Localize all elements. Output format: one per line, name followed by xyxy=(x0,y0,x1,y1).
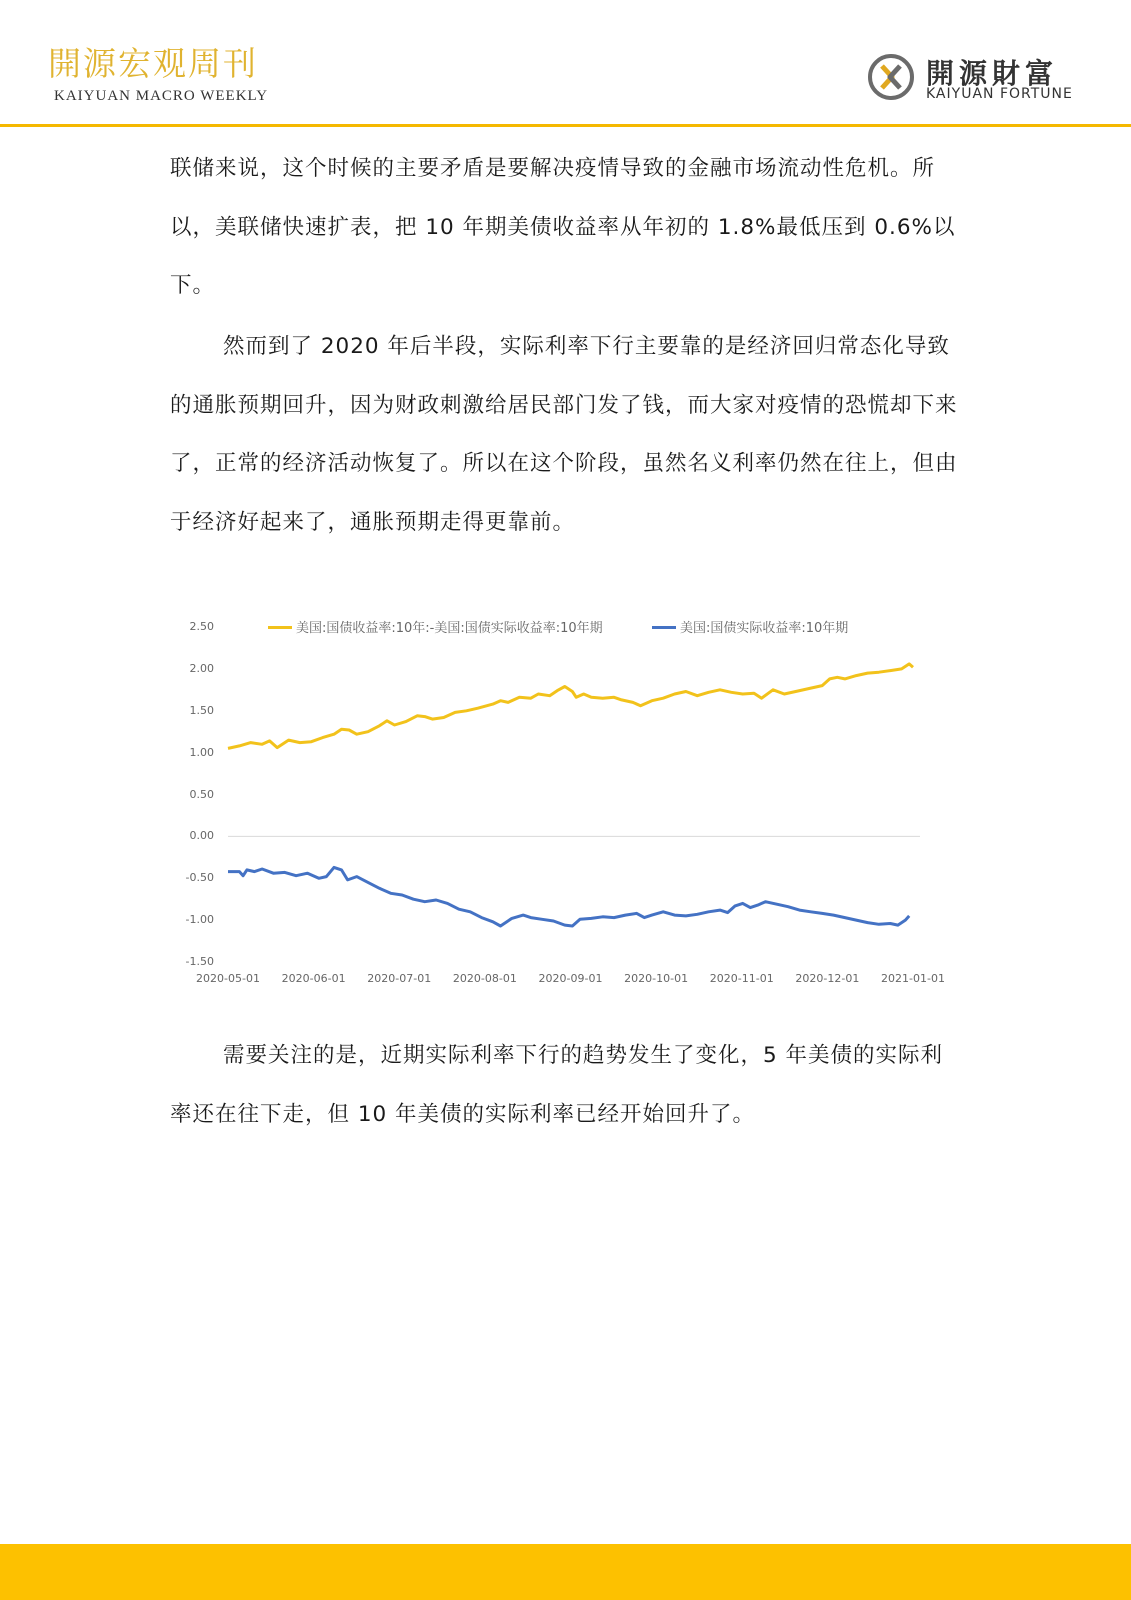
chart-plot xyxy=(180,615,960,1015)
page-header xyxy=(0,0,1131,128)
publication-subtitle: KAIYUAN MACRO WEEKLY xyxy=(54,88,269,104)
publication-title: 開源宏观周刊 xyxy=(48,44,258,83)
y-tick-label: -1.00 xyxy=(185,913,214,927)
company-logo xyxy=(866,50,1086,106)
y-tick-label: 1.50 xyxy=(189,703,214,717)
x-tick-label: 2020-11-01 xyxy=(709,972,774,985)
yield-chart xyxy=(180,615,960,1015)
y-tick-label: 1.00 xyxy=(189,745,214,759)
paragraph-1: 联储来说，这个时候的主要矛盾是要解决疫情导致的金融市场流动性危机。所以，美联储快速扩表，把 10 年期美债收益率从年初的 1.8%最低压到 0.6%以下。 xyxy=(170,156,956,298)
legend-label-series-2: 美国:国债实际收益率:10年期 xyxy=(680,621,849,636)
logo-text-cn: 開源財富 xyxy=(926,57,1059,90)
legend-swatch-series-2 xyxy=(652,626,676,629)
legend-swatch-series-1 xyxy=(268,626,292,629)
logo-text-en: KAIYUAN FORTUNE xyxy=(926,86,1073,102)
series-line-1 xyxy=(228,664,913,749)
legend-label-series-1: 美国:国债收益率:10年:-美国:国债实际收益率:10年期 xyxy=(296,621,603,636)
x-tick-label: 2020-07-01 xyxy=(367,972,432,985)
x-tick-label: 2020-12-01 xyxy=(795,972,860,985)
x-tick-label: 2020-09-01 xyxy=(538,972,603,985)
header-divider xyxy=(0,124,1131,127)
y-tick-label: 0.00 xyxy=(189,829,214,843)
y-tick-label: 0.50 xyxy=(189,787,214,801)
y-tick-label: 2.50 xyxy=(189,620,214,633)
y-tick-label: 2.00 xyxy=(189,661,214,675)
paragraph-3: 需要关注的是，近期实际利率下行的趋势发生了变化，5 年美债的实际利率还在往下走，但 10 年美债的实际利率已经开始回升了。 xyxy=(170,1043,944,1127)
y-tick-label: -1.50 xyxy=(185,955,214,968)
x-tick-label: 2020-10-01 xyxy=(624,972,689,985)
series-line-2 xyxy=(228,867,909,926)
y-tick-label: -0.50 xyxy=(185,871,214,885)
x-tick-label: 2020-08-01 xyxy=(452,972,517,985)
x-tick-label: 2020-05-01 xyxy=(196,972,260,985)
x-tick-label: 2020-06-01 xyxy=(281,972,346,985)
footer-bar xyxy=(0,1544,1131,1600)
logo-mark-icon xyxy=(866,52,916,102)
paragraph-2: 然而到了 2020 年后半段，实际利率下行主要靠的是经济回归常态化导致的通胀预期回升，因为财政刺激给居民部门发了钱，而大家对疫情的恐慌却下来了，正常的经济活动恢复了。所以在这个阶段，虽然名义利率仍然在往上，但由于经济好起来了，通胀预期走得更靠前。 xyxy=(170,334,958,535)
x-tick-label: 2021-01-01 xyxy=(881,972,945,985)
